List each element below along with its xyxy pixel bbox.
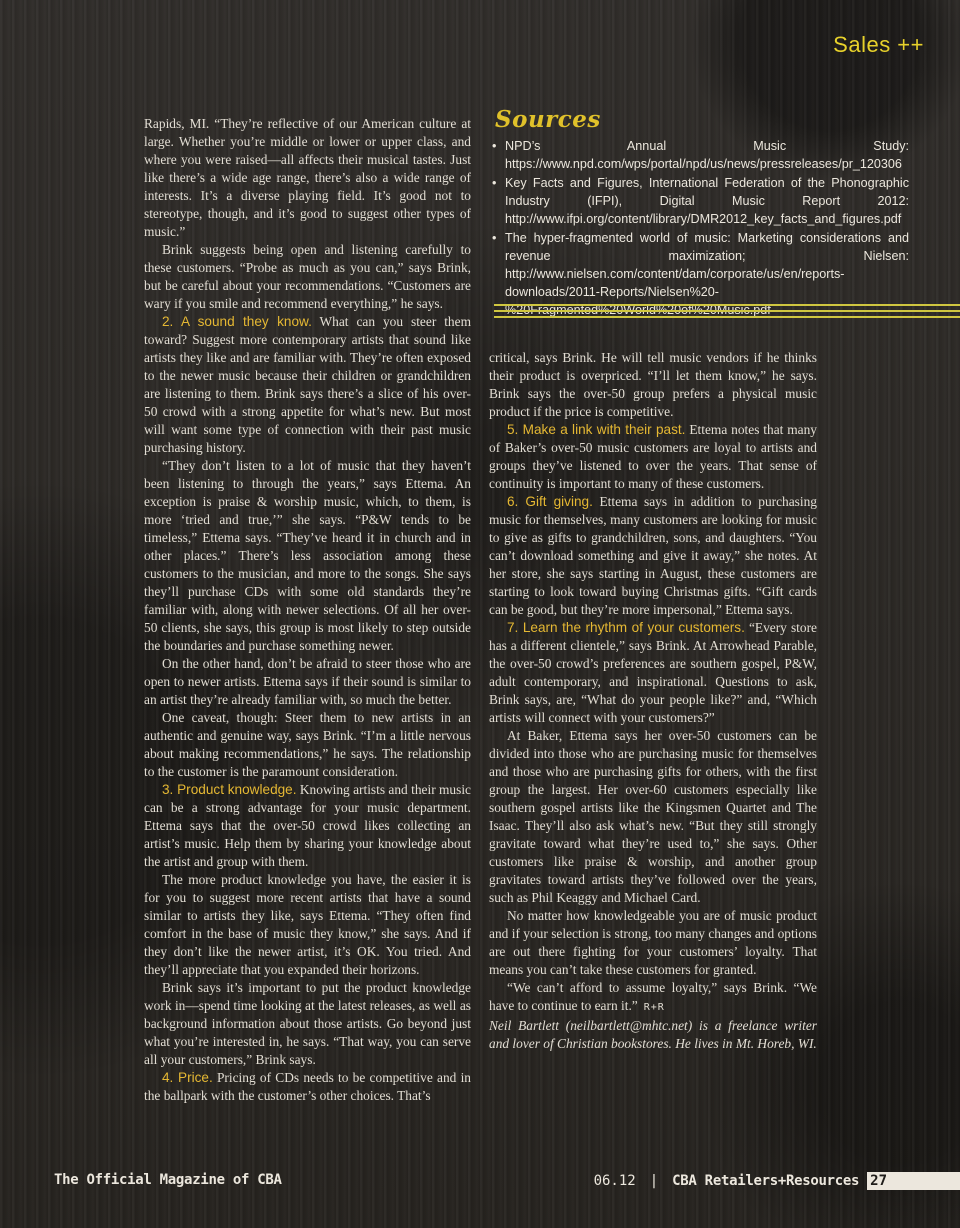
subhead-product-knowledge: 3. Product knowledge. [162, 782, 297, 797]
issue-date: 06.12 [593, 1173, 636, 1189]
paragraph: On the other hand, don’t be afraid to steer those who are open to newer artists. Ettema says if their sound is similar to an artist they’re already familiar with, so much the better. [144, 656, 471, 707]
magazine-name: CBA Retailers+Resources [672, 1173, 860, 1189]
bullet-icon: • [492, 139, 497, 153]
subhead-sound-they-know: 2. A sound they know. [162, 314, 312, 329]
source-item [489, 174, 909, 228]
paragraph [489, 619, 817, 727]
page-bar [888, 1172, 960, 1190]
paragraph [489, 979, 817, 1017]
source-text: NPD’s Annual Music Study: https://www.npd.com/wps/portal/npd/us/news/pressreleases/pr_120306 [505, 139, 909, 171]
paragraph-text: Knowing artists and their music can be a strong advantage for your music department. Ettema says that the over-50 crowd likes collecting an artist’s music. Help them by sharing your knowledge about the artist and group with them. [144, 782, 471, 869]
section-label: Sales ++ [833, 32, 924, 57]
divider [494, 316, 960, 318]
paragraph: One caveat, though: Steer them to new artists in an authentic and genuine way, says Brink. “I’m a little nervous about making recommendations,” he says. The relationship to the customer is the paramount consideration. [144, 710, 471, 779]
footer-right [594, 1172, 890, 1190]
paragraph: At Baker, Ettema says her over-50 customers can be divided into those who are purchasing music for themselves and those who are purchasing gifts for others, with the first group the largest. Her over-60 customers especially like southern gospel artists like the Kingsmen Quartet and The Isaac. They’ll also ask what’s new. “But they still strongly gravitate toward what they’re used to,” she says. Other customers like praise & worship, and another group gravitates toward artists they’ve followed over the years, such as Phil Keaggy and Michael Card. [489, 728, 817, 905]
divider [494, 310, 960, 312]
bullet-icon: • [492, 231, 497, 245]
source-item [489, 137, 909, 173]
paragraph-text: Ettema notes that many of Baker’s over-50 music customers are loyal to artists and groups they’ve listened to over the years. That sense of continuity is important to many of these customers. [489, 422, 817, 491]
source-text: Key Facts and Figures, International Federation of the Phonographic Industry (IFPI), Digital Music Report 2012: http://www.ifpi.org/content/library/DMR2012_key_facts_and_figures.pdf [505, 176, 909, 226]
author-bio: Neil Bartlett (neilbartlett@mhtc.net) is a freelance writer and lover of Christian bookstores. He lives in Mt. Horeb, WI. [489, 1018, 817, 1051]
end-mark: R+R [643, 1002, 665, 1013]
paragraph: Brink says it’s important to put the product knowledge work in—spend time looking at the latest releases, as well as background information about those artists. Go beyond just what you’re interested in, he says. “That way, you can serve all your customers,” Brink says. [144, 980, 471, 1067]
source-text: The hyper-fragmented world of music: Marketing considerations and revenue maximization; Nielsen: http://www.nielsen.com/content/dam/corporate/us/en/reports-downloads/2011-Reports/Nielsen%20- [505, 231, 909, 299]
bullet-icon: • [492, 176, 497, 190]
subhead-price: 4. Price. [162, 1070, 213, 1085]
sources-list [489, 137, 909, 319]
paragraph: No matter how knowledgeable you are of music product and if your selection is strong, too many changes and options are out there fighting for your customers’ loyalty. That means you can’t take these customers for granted. [489, 908, 817, 977]
footer-separator: | [649, 1173, 659, 1189]
subhead-gift-giving: 6. Gift giving. [507, 494, 593, 509]
paragraph [144, 313, 471, 457]
paragraph [489, 493, 817, 619]
divider-rules [494, 304, 960, 322]
paragraph-text: Ettema says in addition to purchasing music for themselves, many customers are looking for music to give as gifts to grandchildren, sons, and daughters. “You can’t download something and give it away,” she notes. At her store, she says starting in August, these customers are starting to look toward buying Christmas gifts. “Gift cards can be good, but they’re more impersonal,” Ettema says. [489, 494, 817, 617]
subhead-rhythm: 7. Learn the rhythm of your customers. [507, 620, 745, 635]
paragraph [144, 1069, 471, 1105]
paragraph-text: Pricing of CDs needs to be competitive and in the ballpark with the customer’s other choices. That’s [144, 1070, 471, 1103]
paragraph-text: “We can’t afford to assume loyalty,” says Brink. “We have to continue to earn it.” [489, 980, 817, 1013]
sources-title: Sources [495, 106, 601, 133]
paragraph-text: “Every store has a different clientele,” says Brink. At Arrowhead Parable, the over-50 crowd’s preferences are southern gospel, P&W, adult contemporary, and inspirational. Questions to ask, Brink says, are, “What do your people like?” and, “Which artists will connect with your customers?” [489, 620, 817, 725]
subhead-link-past: 5. Make a link with their past. [507, 422, 686, 437]
paragraph [489, 421, 817, 493]
paragraph: “They don’t listen to a lot of music that they haven’t been listening to through the years,” says Ettema. An exception is praise & worship music, which, to them, is more ‘tried and true,’” she says. “P&W tends to be timeless,” Ettema says. “They’ve heard it in church and in other places.” There’s less association among these customers to the musician, and more to the songs. She says they’ll purchase CDs with some old standards they’re familiar with, along with newer selections. Of all her over-50 clients, she says, this group is most likely to step outside the boundaries and purchase something newer. [144, 458, 471, 653]
page-number: 27 [867, 1172, 890, 1190]
article-column-left [144, 115, 471, 1105]
divider [494, 304, 960, 306]
paragraph: Brink suggests being open and listening carefully to these customers. “Probe as much as you can,” says Brink, but be careful about your recommendations. “Customers are wary if you smile and recommend everything,” he says. [144, 242, 471, 311]
article-column-right [489, 349, 817, 1053]
sources-box [489, 106, 909, 320]
footer-magazine-tagline: The Official Magazine of CBA [54, 1172, 282, 1188]
paragraph: The more product knowledge you have, the easier it is for you to suggest more recent artists that have a sound similar to artists they like, says Ettema. “They often find comfort in the base of music they know,” she says. And if they don’t like the newer artist, it’s OK. You tried. And they’ll appreciate that you expanded their horizons. [144, 872, 471, 977]
paragraph: Rapids, MI. “They’re reflective of our American culture at large. Whether you’re middle or lower or upper class, and where you were raised—all affects their musical tastes. Just like there’s a wide age range, there’s also a wide range of interests. It’s a diverse playing field. It’s good not to stereotype, though, and it’s good to suggest other types of music.” [144, 116, 471, 239]
paragraph [144, 781, 471, 871]
paragraph: critical, says Brink. He will tell music vendors if he thinks their product is overpriced. “I’ll let them know,” he says. Brink says the over-50 group prefers a physical music product if the price is competitive. [489, 350, 817, 419]
paragraph-text: What can you steer them toward? Suggest more contemporary artists that sound like artists they like and are familiar with. They’re often exposed to the newer music because their children or grandchildren are listening to them. Brink says there’s a slice of his over-50 crowd with a strong appetite for what’s new. But most will want some type of connection with their past music purchasing history. [144, 314, 471, 455]
